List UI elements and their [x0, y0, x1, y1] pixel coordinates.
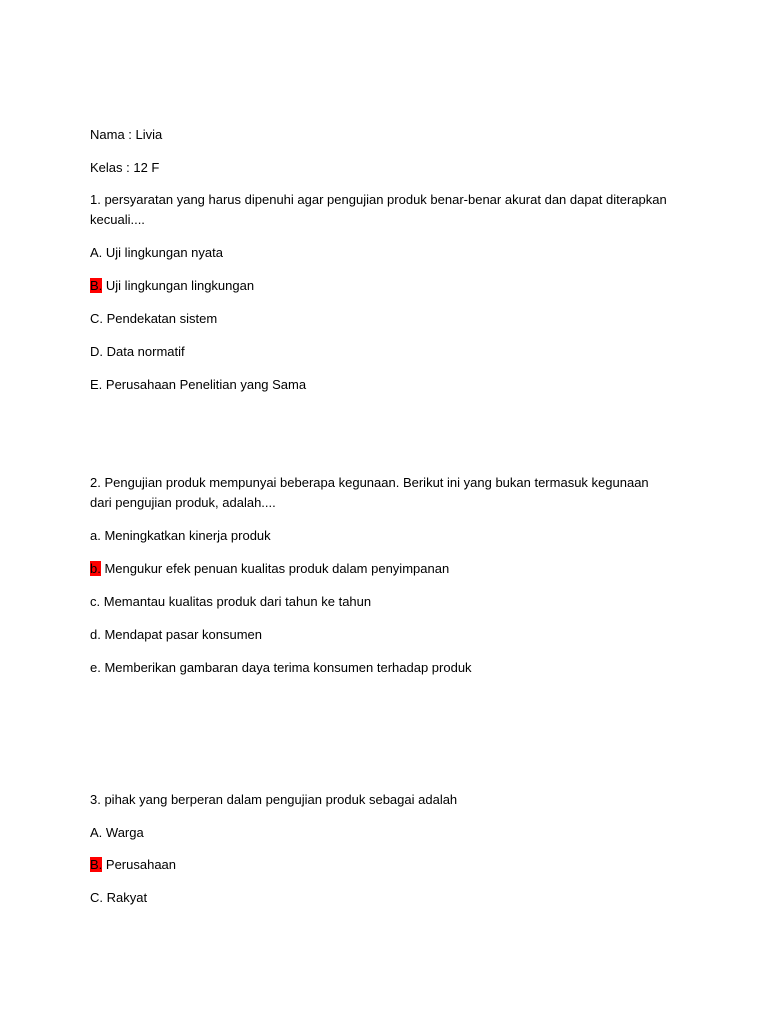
- question-1-option-e: [90, 375, 306, 395]
- option-text: Meningkatkan kinerja produk: [100, 528, 271, 543]
- question-1-option-b: [90, 276, 254, 296]
- option-text: Mendapat pasar konsumen: [100, 627, 262, 642]
- answer-highlight: b.: [90, 561, 101, 576]
- question-3-option-c: [90, 888, 147, 908]
- option-text: Memantau kualitas produk dari tahun ke tahun: [100, 594, 372, 609]
- option-text: Data normatif: [103, 344, 185, 359]
- student-name: Nama : Livia: [90, 127, 163, 142]
- question-2-option-e: [90, 658, 472, 678]
- option-text: Rakyat: [103, 890, 148, 905]
- option-text: Perusahaan: [102, 857, 177, 872]
- option-prefix: A.: [90, 245, 103, 260]
- option-prefix: a.: [90, 528, 101, 543]
- option-prefix: c.: [90, 594, 101, 609]
- answer-highlight: B.: [90, 278, 103, 293]
- option-text: Warga: [102, 825, 144, 840]
- question-1-text: 1. persyaratan yang harus dipenuhi agar pengujian produk benar-benar akurat dan dapat diterapkan kecuali....: [90, 192, 667, 227]
- question-1-option-d: [90, 342, 185, 362]
- option-prefix: A.: [90, 825, 103, 840]
- option-text: Uji lingkungan nyata: [102, 245, 223, 260]
- question-2-option-a: [90, 526, 271, 546]
- option-text: Pendekatan sistem: [103, 311, 218, 326]
- question-2-text: 2. Pengujian produk mempunyai beberapa kegunaan. Berikut ini yang bukan termasuk kegunaan dari pengujian produk, adalah....: [90, 475, 649, 510]
- option-prefix: d.: [90, 627, 101, 642]
- question-3-text: 3. pihak yang berperan dalam pengujian produk sebagai adalah: [90, 792, 458, 807]
- question-2-option-c: [90, 592, 371, 612]
- option-text: Mengukur efek penuan kualitas produk dalam penyimpanan: [100, 561, 450, 576]
- option-text: Uji lingkungan lingkungan: [102, 278, 255, 293]
- question-2-option-d: [90, 625, 262, 645]
- question-3-option-b: [90, 855, 176, 875]
- question-1-option-a: [90, 243, 223, 263]
- option-text: Perusahaan Penelitian yang Sama: [102, 377, 307, 392]
- option-text: Memberikan gambaran daya terima konsumen terhadap produk: [100, 660, 472, 675]
- option-prefix: e.: [90, 660, 101, 675]
- answer-highlight: B.: [90, 857, 103, 872]
- option-prefix: D.: [90, 344, 103, 359]
- question-1-option-c: [90, 309, 217, 329]
- option-prefix: C.: [90, 890, 103, 905]
- student-class: Kelas : 12 F: [90, 160, 160, 175]
- option-prefix: E.: [90, 377, 103, 392]
- question-3-option-a: [90, 823, 144, 843]
- document-page: [90, 0, 690, 1024]
- option-prefix: C.: [90, 311, 103, 326]
- question-2-option-b: [90, 559, 449, 579]
